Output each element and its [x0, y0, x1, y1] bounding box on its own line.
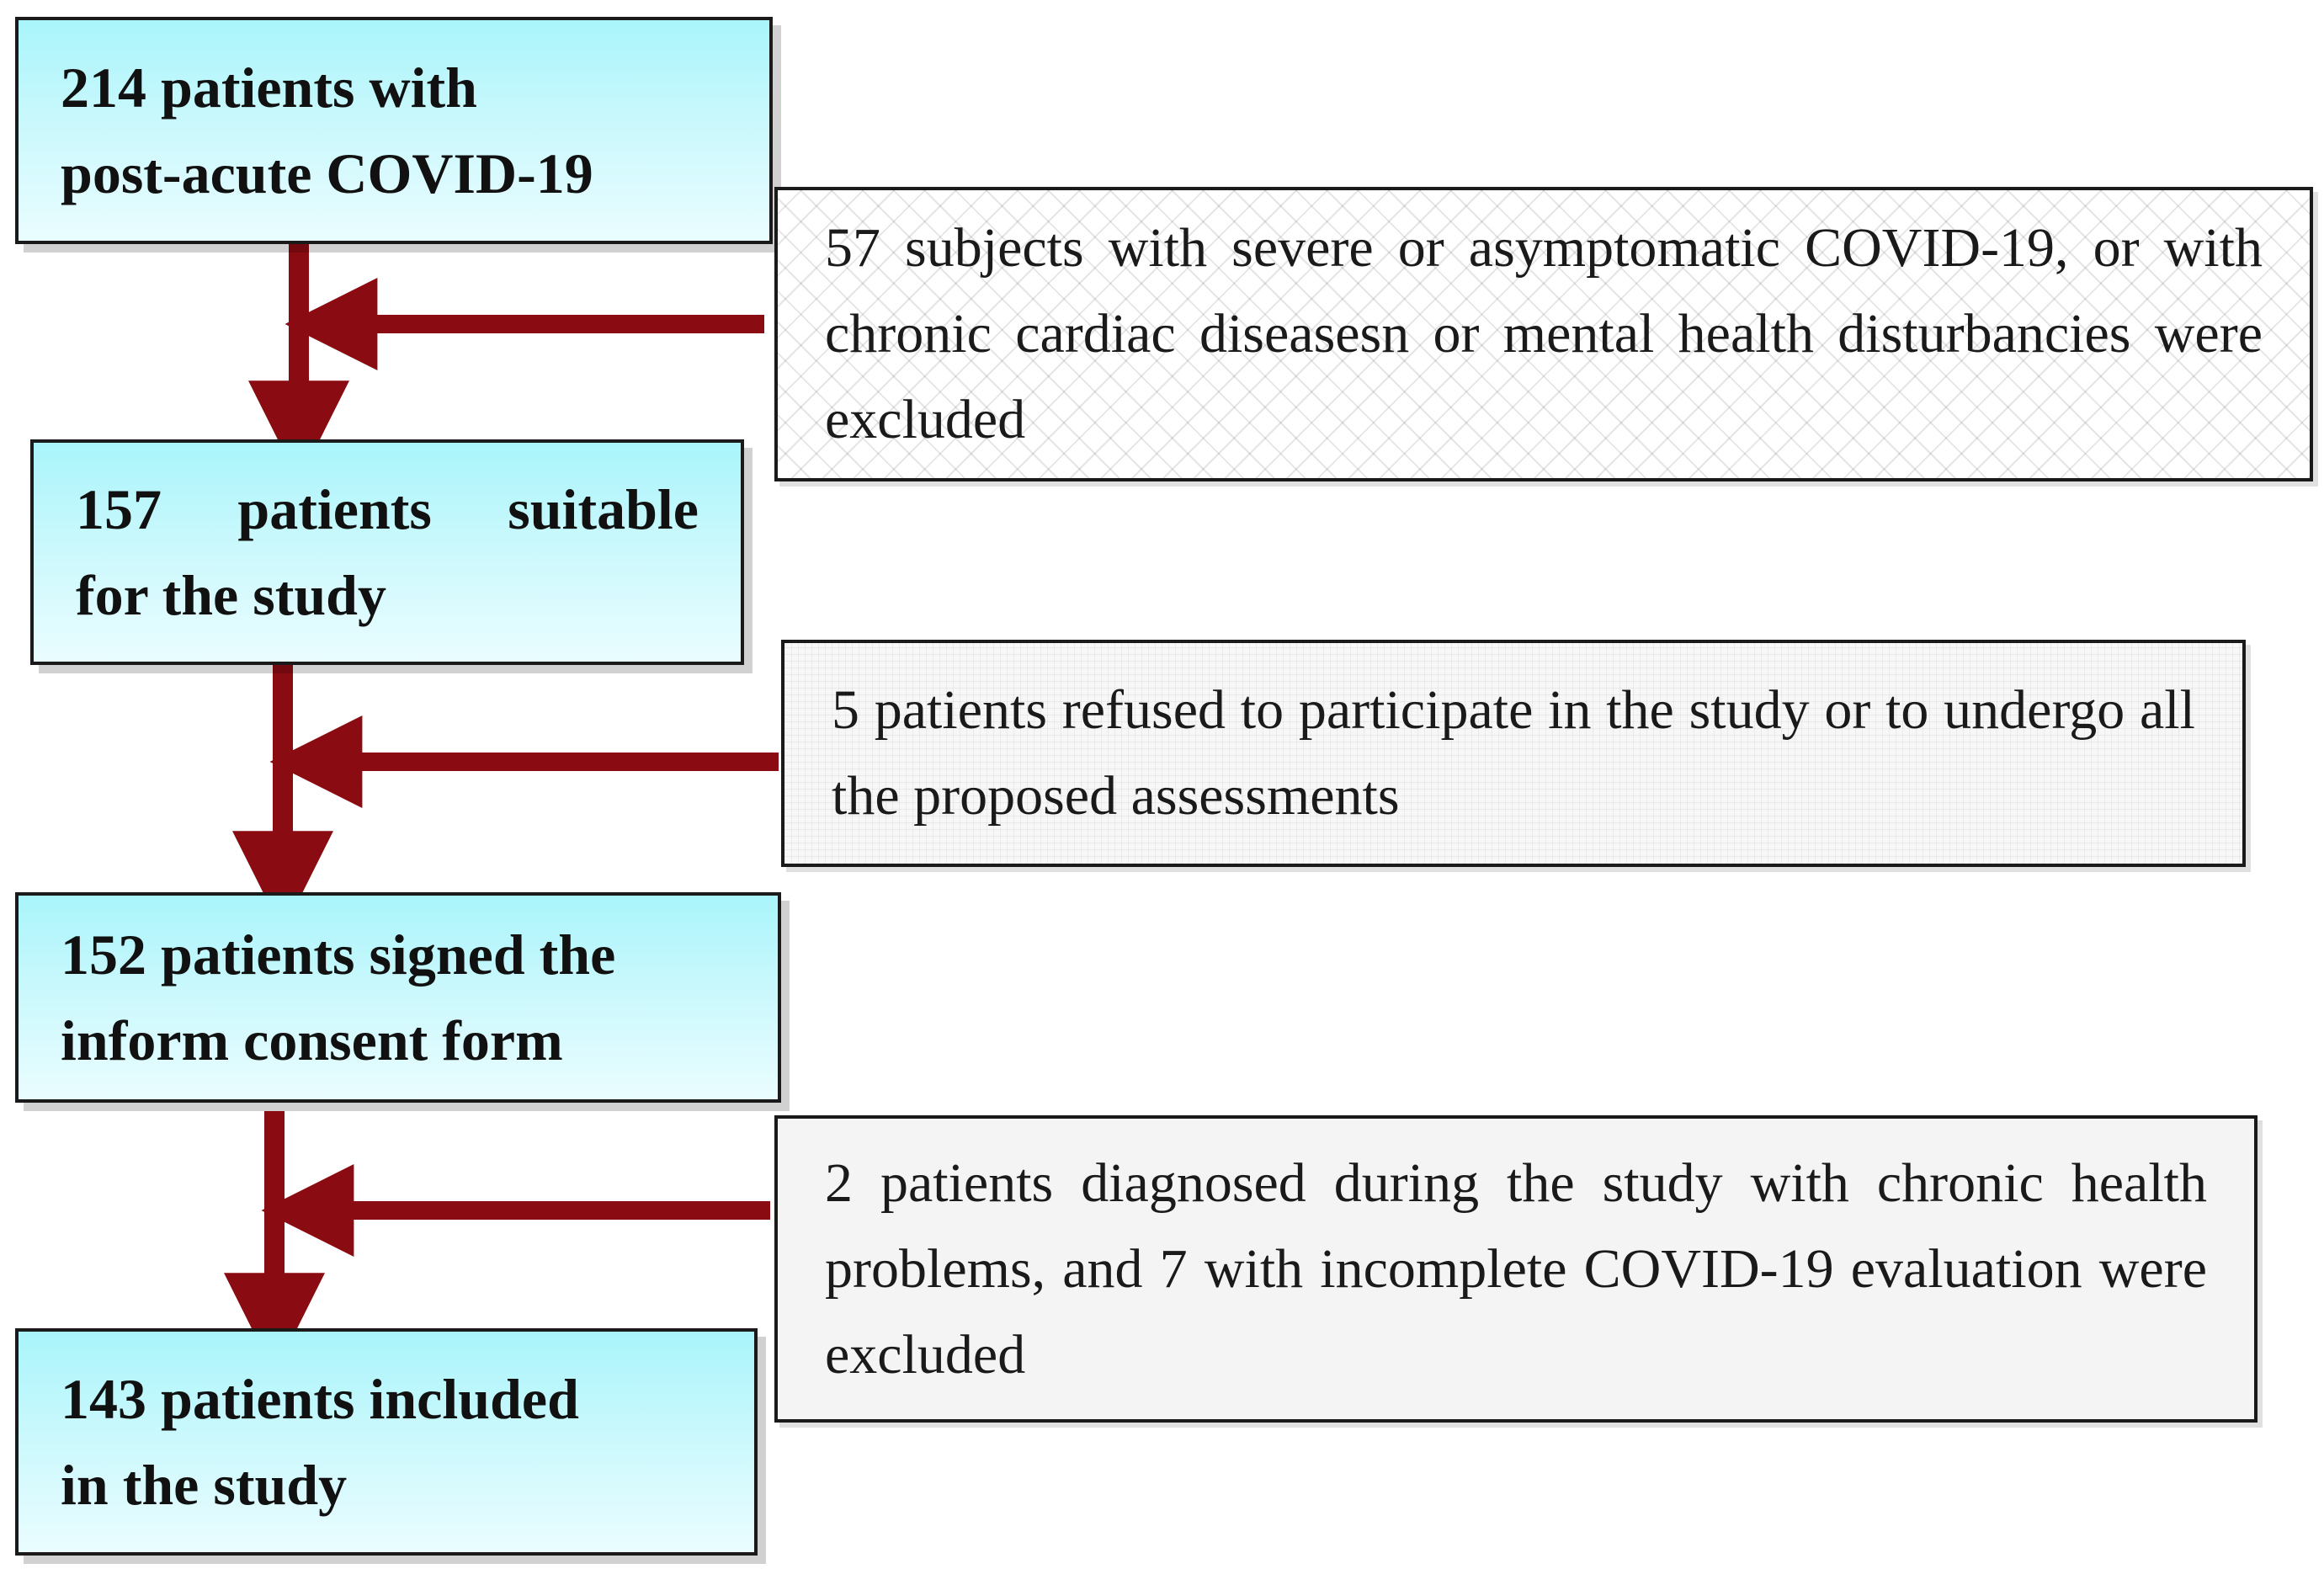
- exclusion-2-text: 5 patients refused to participate in the study or to undergo all the proposed assessments: [832, 679, 2195, 827]
- stage-box-3: [15, 892, 781, 1103]
- stage-2-line-1: 157 patients suitable: [76, 477, 699, 541]
- stage-3-line-2: inform consent form: [61, 1008, 563, 1072]
- exclusion-box-2: [781, 640, 2246, 867]
- stage-1-line-2: post-acute COVID-19: [61, 141, 593, 205]
- exclusion-box-3: [774, 1115, 2258, 1423]
- stage-box-1: [15, 17, 773, 244]
- stage-4-line-1: 143 patients included: [61, 1367, 579, 1431]
- exclusion-3-text: 2 patients diagnosed during the study with chronic health problems, and 7 with incomplete COVID-19 evaluation were excluded: [825, 1151, 2207, 1386]
- stage-box-2: [30, 439, 744, 665]
- stage-4-line-2: in the study: [61, 1453, 348, 1517]
- exclusion-1-text: 57 subjects with severe or asymptomatic COVID-19, or with chronic cardiac diseasesn or mental health disturbancies were excluded: [825, 217, 2263, 450]
- stage-box-4: [15, 1328, 758, 1556]
- stage-1-line-1: 214 patients with: [61, 56, 477, 120]
- stage-2-line-2: for the study: [76, 563, 386, 627]
- stage-3-line-1: 152 patients signed the: [61, 923, 616, 987]
- exclusion-box-1: [774, 187, 2313, 481]
